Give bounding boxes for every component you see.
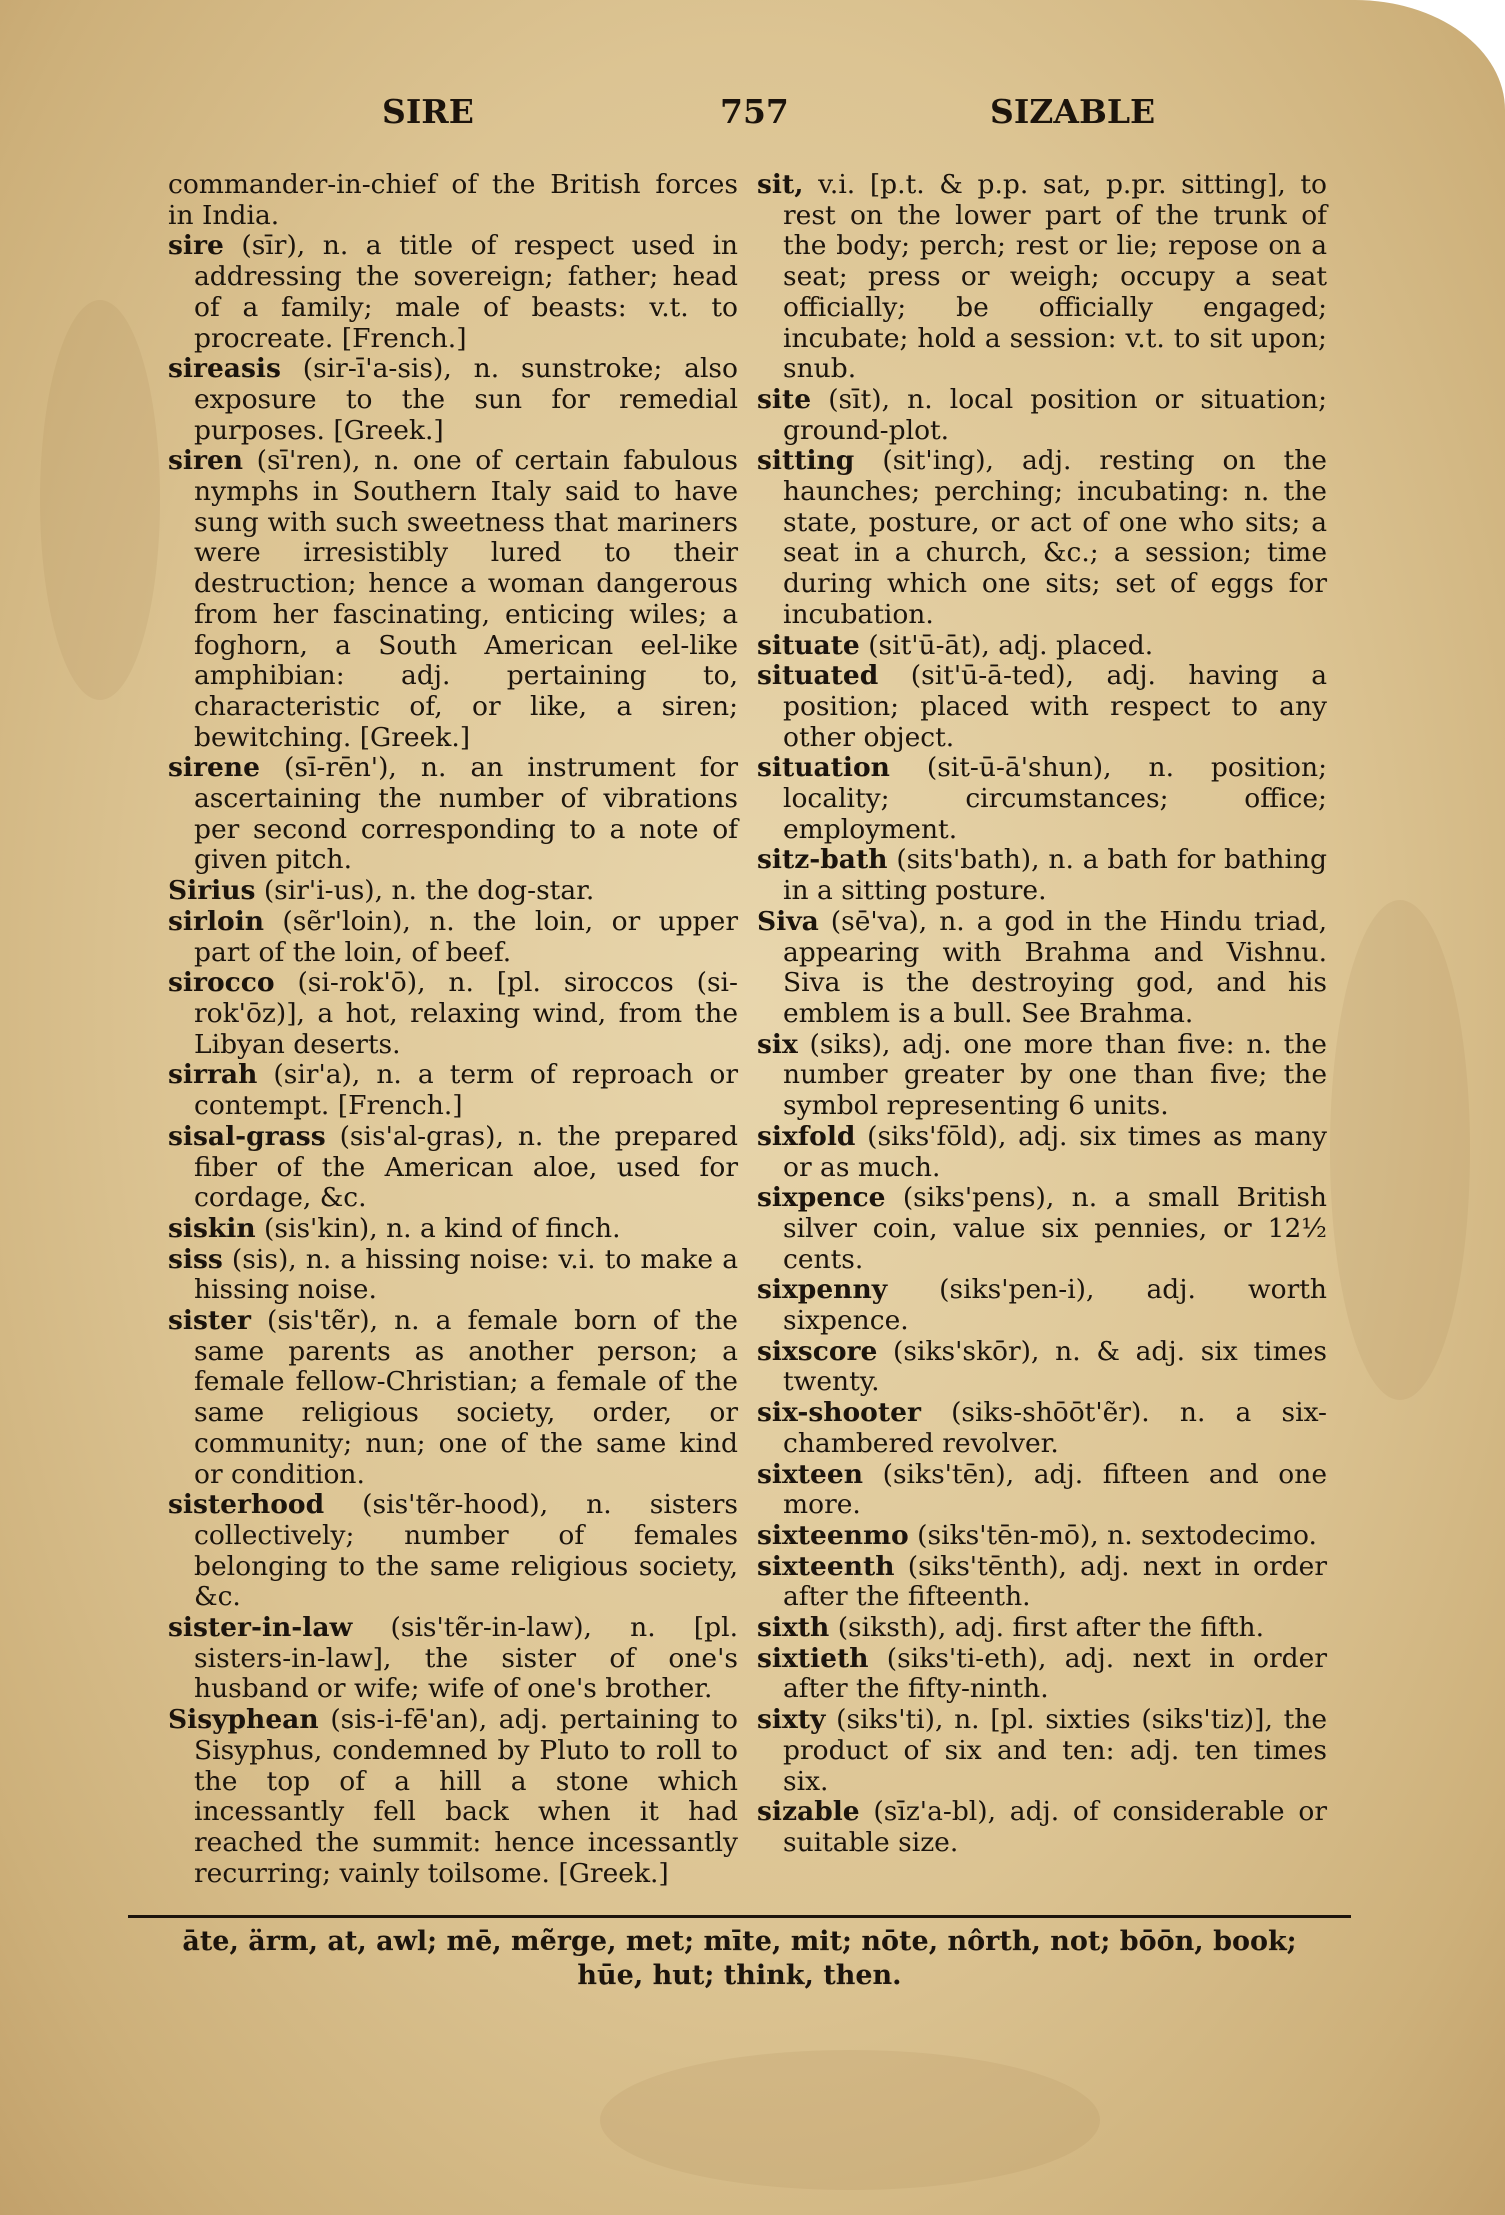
entry-headword: sirene	[168, 752, 260, 784]
dictionary-entry	[757, 1122, 1327, 1183]
dictionary-entry	[757, 446, 1327, 630]
entry-headword: Sirius	[168, 875, 256, 907]
entry-definition: (sis'al-gras), n. the prepared fiber of the American aloe, used for cordage, &c.	[194, 1120, 738, 1214]
entry-headword: sirrah	[168, 1059, 258, 1091]
entry-headword: sitting	[757, 445, 855, 477]
entry-headword: siren	[168, 445, 244, 477]
entry-headword: sixfold	[757, 1120, 856, 1152]
entry-headword: siskin	[168, 1212, 256, 1244]
dictionary-entry	[168, 968, 738, 1060]
dictionary-entry	[168, 1306, 738, 1490]
left-column	[168, 170, 738, 1889]
entry-definition: (sīz'a-bl), adj. of considerable or suitable size.	[783, 1796, 1327, 1858]
pronunciation-key	[128, 1925, 1351, 1993]
entry-definition: (sīt), n. local position or situation; ground-plot.	[783, 383, 1327, 446]
entry-definition: (siks'pens), n. a small British silver coin, value six pennies, or 12½ cents.	[783, 1182, 1327, 1275]
dictionary-entry	[168, 1214, 738, 1245]
entry-definition: (sir'a), n. a term of reproach or contempt. [French.]	[194, 1059, 738, 1122]
entry-definition: (sis'tẽr-in-law), n. [pl. sisters-in-law], the sister of one's husband or wife; wife of one's brother.	[194, 1612, 738, 1705]
entry-definition: (sī'ren), n. one of certain fabulous nymphs in Southern Italy said to have sung with such sweetness that mariners were irresistibly lured to their destruction; hence a woman dangerous from her fascinating, enticing wiles; a foghorn, a South American eel-like amphibian: adj. pertaining to, characteristic of, or like, a siren; bewitching. [Greek.]	[194, 445, 738, 753]
entry-definition: (sis), n. a hissing noise: v.i. to make a hissing noise.	[194, 1243, 738, 1306]
entry-headword: six	[757, 1028, 798, 1060]
entry-headword: Sisyphean	[168, 1704, 319, 1736]
dictionary-entry	[168, 1613, 738, 1705]
dictionary-entry	[757, 1398, 1327, 1459]
entry-headword: sixscore	[757, 1335, 878, 1367]
entry-definition: (sē'va), n. a god in the Hindu triad, appearing with Brahma and Vishnu. Siva is the destroying god, and his emblem is a bull. See Brahma.	[783, 905, 1327, 1029]
entry-headword: sixpenny	[757, 1274, 888, 1306]
entry-headword: sister-in-law	[168, 1612, 353, 1644]
dictionary-entry	[757, 1460, 1327, 1521]
entry-definition: (sis'kin), n. a kind of finch.	[255, 1212, 621, 1244]
entry-headword: situate	[757, 629, 860, 661]
entry-headword: sitz-bath	[757, 844, 888, 876]
entry-headword: siss	[168, 1243, 223, 1275]
dictionary-entry	[168, 1490, 738, 1613]
dictionary-entry	[757, 1797, 1327, 1858]
entry-definition: (siks'fōld), adj. six times as many or as much.	[783, 1120, 1327, 1183]
entry-definition: (siks-shōōt'ẽr). n. a six-chambered revolver.	[783, 1397, 1327, 1459]
entry-definition: (sits'bath), n. a bath for bathing in a sitting posture.	[783, 844, 1327, 907]
entry-definition: v.i. [p.t. & p.p. sat, p.pr. sitting], to rest on the lower part of the trunk of the body; perch; rest or lie; repose on a seat; press or weigh; occupy a seat officially; be officially engaged; incubate; hold a session: v.t. to sit upon; snub.	[783, 169, 1327, 385]
paper-stain	[600, 2050, 1100, 2190]
dictionary-entry	[168, 907, 738, 968]
dictionary-entry	[757, 1552, 1327, 1613]
entry-headword: sixth	[757, 1612, 830, 1644]
entry-definition: (siks), adj. one more than five: n. the number greater by one than five; the symbol representing 6 units.	[783, 1028, 1327, 1122]
page-number: 757	[720, 92, 789, 131]
entry-headword: site	[757, 383, 812, 415]
entry-headword: sixtieth	[757, 1642, 869, 1674]
entry-headword: situated	[757, 660, 879, 692]
pronunciation-key-line-1: āte, ärm, at, awl; mē, mẽrge, met; mīte, mit; nōte, nôrth, not; bōōn, book;	[182, 1926, 1297, 1957]
dictionary-entry	[757, 661, 1327, 753]
guide-word-right: SIZABLE	[990, 92, 1156, 131]
entry-definition: (sẽr'loin), n. the loin, or upper part of the loin, of beef.	[194, 905, 738, 968]
entry-definition: (sī-rēn'), n. an instrument for ascertaining the number of vibrations per second corresponding to a note of given pitch.	[194, 752, 738, 876]
dictionary-entry	[757, 1275, 1327, 1336]
entry-headword: sixty	[757, 1704, 826, 1736]
entry-headword: sit,	[757, 169, 804, 200]
dictionary-entry	[757, 385, 1327, 446]
dictionary-entry	[757, 753, 1327, 845]
entry-headword: sirloin	[168, 905, 265, 937]
entry-definition: (siks'tēnth), adj. next in order after the fifteenth.	[783, 1550, 1327, 1613]
entry-definition: (siks'ti), n. [pl. sixties (siks'tiz)], the product of six and ten: adj. ten times six.	[783, 1704, 1327, 1797]
dictionary-entry	[168, 446, 738, 753]
dictionary-entry	[757, 1521, 1327, 1552]
dictionary-entry	[168, 1060, 738, 1121]
dictionary-entry	[168, 1705, 738, 1889]
guide-word-left: SIRE	[382, 92, 474, 131]
entry-definition: (sit-ū-ā'shun), n. position; locality; circumstances; office; employment.	[783, 752, 1327, 845]
dictionary-entry	[757, 1705, 1327, 1797]
entry-definition: commander-in-chief of the British forces in India.	[168, 169, 738, 231]
dictionary-entry	[757, 1183, 1327, 1275]
entry-definition: (siks'tēn), adj. fifteen and one more.	[783, 1458, 1327, 1521]
dictionary-entry	[168, 753, 738, 876]
dictionary-entry	[757, 907, 1327, 1030]
paper-stain	[1330, 900, 1470, 1400]
entry-headword: sisterhood	[168, 1489, 325, 1521]
entry-definition: (sit'ū-āt), adj. placed.	[859, 629, 1154, 661]
dictionary-entry	[168, 170, 738, 231]
entry-headword: sister	[168, 1305, 251, 1337]
entry-definition: (sis-i-fē'an), adj. pertaining to Sisyphus, condemned by Pluto to roll to the top of a hill a stone which incessantly fell back when it had reached the summit: hence incessantly recurring; vainly toilsome. [Greek.]	[194, 1704, 738, 1889]
dictionary-entry	[168, 876, 738, 907]
entry-definition: (sit'ing), adj. resting on the haunches; perching; incubating: n. the state, posture, or act of one who sits; a seat in a church, &c.; a session; time during which one sits; set of eggs for incubation.	[783, 445, 1327, 630]
dictionary-entry	[757, 1644, 1327, 1705]
entry-headword: sixteen	[757, 1458, 864, 1490]
entry-headword: sizable	[757, 1796, 860, 1828]
paper-stain	[40, 300, 160, 700]
entry-definition: (siks'skōr), n. & adj. six times twenty.	[783, 1335, 1327, 1398]
entry-definition: (sir'i-us), n. the dog-star.	[255, 875, 595, 907]
entry-headword: six-shooter	[757, 1397, 921, 1429]
pronunciation-key-line-2: hūe, hut; think, then.	[577, 1960, 902, 1991]
dictionary-entry	[757, 1030, 1327, 1122]
entry-definition: (sit'ū-ā-ted), adj. having a position; placed with respect to any other object.	[783, 660, 1327, 753]
entry-headword: sireasis	[168, 353, 281, 385]
entry-headword: sixpence	[757, 1182, 886, 1214]
dictionary-entry	[168, 1245, 738, 1306]
entry-definition: (siks'ti-eth), adj. next in order after the fifty-ninth.	[783, 1642, 1327, 1705]
entry-definition: (sis'tẽr), n. a female born of the same parents as another person; a female fellow-Christian; a female of the same religious society, order, or community; nun; one of the same kind or condition.	[194, 1305, 738, 1490]
entry-definition: (sis'tẽr-hood), n. sisters collectively; number of females belonging to the same religious society, &c.	[194, 1489, 738, 1613]
dictionary-entry	[168, 231, 738, 354]
dictionary-entry	[757, 1613, 1327, 1644]
entry-headword: sixteenth	[757, 1550, 895, 1582]
entry-definition: (sir-ī'a-sis), n. sunstroke; also exposure to the sun for remedial purposes. [Greek.]	[194, 353, 738, 446]
dictionary-entry	[168, 354, 738, 446]
entry-definition: (sīr), n. a title of respect used in addressing the sovereign; father; head of a family; male of beasts: v.t. to procreate. [French.]	[194, 230, 738, 354]
right-column	[757, 170, 1327, 1859]
entry-headword: situation	[757, 752, 890, 784]
dictionary-entry	[757, 631, 1327, 662]
dictionary-entry	[757, 845, 1327, 906]
entry-headword: sixteenmo	[757, 1519, 909, 1551]
dictionary-entry	[757, 170, 1327, 385]
entry-definition: (siks'pen-i), adj. worth sixpence.	[783, 1274, 1327, 1337]
entry-headword: Siva	[757, 905, 819, 937]
footer-rule	[128, 1915, 1351, 1918]
entry-headword: sire	[168, 230, 224, 262]
entry-headword: sisal-grass	[168, 1120, 326, 1152]
entry-definition: (siksth), adj. first after the fifth.	[829, 1612, 1265, 1644]
dictionary-entry	[168, 1122, 738, 1214]
entry-headword: sirocco	[168, 967, 275, 999]
entry-definition: (si-rok'ō), n. [pl. siroccos (si-rok'ōz)], a hot, relaxing wind, from the Libyan deserts.	[194, 967, 738, 1060]
dictionary-entry	[757, 1337, 1327, 1398]
entry-definition: (siks'tēn-mō), n. sextodecimo.	[908, 1519, 1317, 1551]
